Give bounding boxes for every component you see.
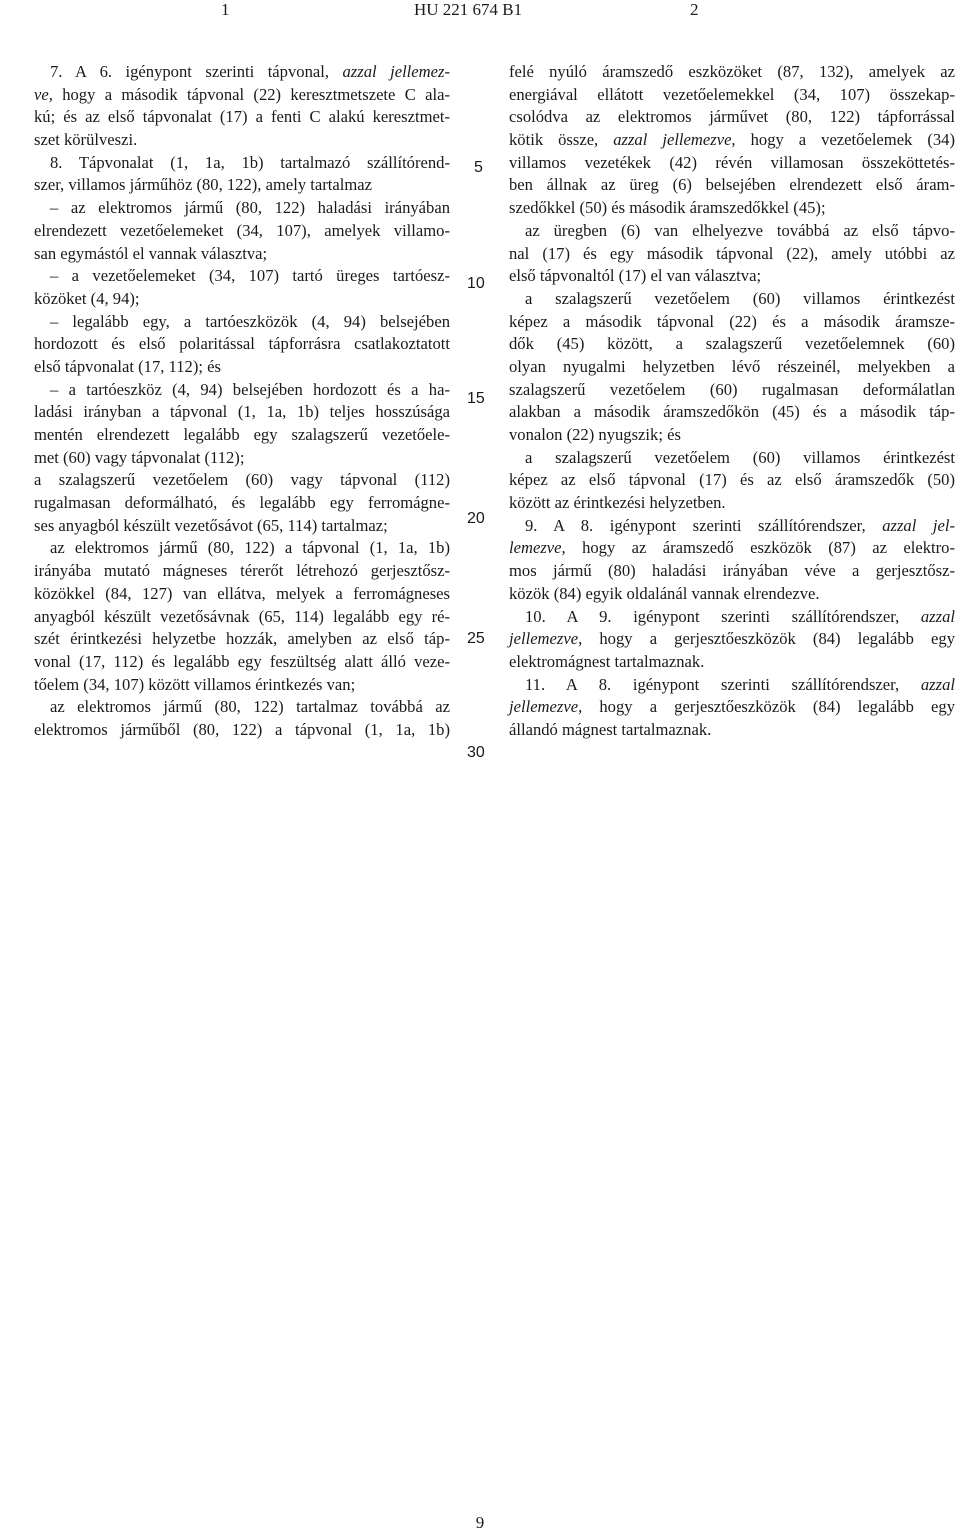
text-line: az üregben (6) van elhelyezve továbbá az első tápvo-	[525, 220, 955, 240]
text-line: anyagból készült vezetősávnak (65, 114) legalább egy ré-	[34, 606, 450, 626]
text-line: vonal (17, 112) és legalább egy feszültség alatt álló veze-	[34, 651, 450, 671]
line-number: 5	[474, 159, 483, 176]
text-line: első tápvonaltól (17) el van választva;	[509, 266, 762, 286]
text-line: jellemezve, hogy a gerjesztőeszközök (84) legalább egy	[509, 697, 955, 717]
text-line: az elektromos jármű (80, 122) a tápvonal (1, 1a, 1b)	[50, 538, 450, 558]
text-line: felé nyúló áramszedő eszközöket (87, 132), amelyek az	[509, 62, 955, 81]
text-line: szalagszerű vezetőelem (60) rugalmasan deformálatlan	[509, 379, 955, 399]
line-number: 10	[467, 275, 485, 292]
text-line: 11. A 8. igénypont szerinti szállítórendszer, azzal	[525, 674, 955, 694]
text-line: ses anyagból készült vezetősávot (65, 114) tartalmaz;	[34, 515, 388, 535]
line-number: 20	[467, 510, 485, 527]
line-number: 30	[467, 744, 485, 761]
line-number: 25	[467, 630, 485, 647]
text-line: között az érintkezési helyzetben.	[509, 493, 726, 513]
text-line: alakban a második áramszedőkön (45) és a második táp-	[509, 402, 955, 422]
page-number: 9	[475, 1513, 485, 1532]
text-line: 7. A 6. igénypont szerinti tápvonal, azzal jellemez-	[50, 62, 450, 81]
text-line: kötik össze, azzal jellemezve, hogy a vezetőelemek (34)	[509, 130, 956, 150]
text-line: villamos vezetékek (42) révén villamosan összeköttetés-	[509, 152, 955, 172]
text-line: dők (45) között, a szalagszerű vezetőelemnek (60)	[509, 334, 955, 354]
text-line: nal (17) és egy második tápvonal (22), amely utóbbi az	[509, 243, 955, 263]
text-line: első tápvonalat (17, 112); és	[34, 356, 221, 376]
text-line: közökkel (84, 127) van ellátva, melyek a ferromágneses	[34, 583, 450, 603]
text-line: szet körülveszi.	[34, 130, 138, 150]
text-line: san egymástól el vannak választva;	[34, 243, 268, 263]
text-line: állandó mágnest tartalmaznak.	[509, 719, 712, 739]
document-id: HU 221 674 B1	[414, 0, 523, 19]
text-line: képez a második tápvonal (22) és a második áramsze-	[509, 311, 955, 331]
text-line: az elektromos jármű (80, 122) tartalmaz továbbá az	[50, 697, 450, 717]
text-line: képez az első tápvonal (17) és az első áramszedők (50)	[509, 470, 955, 490]
text-line: közök (84) egyik oldalánál vannak elrendezve.	[509, 583, 820, 603]
text-line: 9. A 8. igénypont szerinti szállítórendszer, azzal jel-	[525, 515, 955, 535]
text-line: ben állnak az üreg (6) belsejében elrendezett első áram-	[509, 175, 955, 195]
text-line: irányába mutató mágneses térerőt létrehozó gerjesztősz-	[34, 561, 450, 581]
text-line: jellemezve, hogy a gerjesztőeszközök (84) legalább egy	[509, 629, 955, 649]
text-line: elrendezett vezetőelemeket (34, 107), amelyek villamo-	[34, 220, 450, 240]
text-line: a szalagszerű vezetőelem (60) vagy tápvonal (112)	[34, 470, 450, 490]
text-line: 8. Tápvonalat (1, 1a, 1b) tartalmazó szállítórend-	[50, 152, 450, 172]
text-line: met (60) vagy tápvonalat (112);	[34, 447, 245, 467]
text-line: hordozott és első polaritással tápforrásra csatlakoztatott	[34, 334, 450, 354]
text-line: csolódva az elektromos járművet (80, 122) tápforrással	[509, 107, 955, 127]
text-line: – az elektromos jármű (80, 122) haladási irányában	[50, 198, 450, 218]
text-line: a szalagszerű vezetőelem (60) villamos érintkezést	[525, 447, 955, 467]
text-line: elektromágnest tartalmaznak.	[509, 651, 705, 671]
text-line: – a tartóeszköz (4, 94) belsejében hordozott és a ha-	[50, 379, 450, 399]
header-right-number: 2	[690, 0, 699, 19]
text-line: olyan nyugalmi helyzetben lévő részeinél, melyekben a	[509, 356, 955, 376]
text-line: elektromos járműből (80, 122) a tápvonal (1, 1a, 1b)	[34, 719, 450, 739]
text-line: – legalább egy, a tartóeszközök (4, 94) belsejében	[50, 311, 450, 331]
text-line: 10. A 9. igénypont szerinti szállítórendszer, azzal	[525, 606, 955, 626]
text-line: mentén elrendezett legalább egy szalagszerű vezetőele-	[34, 425, 450, 444]
text-line: közöket (4, 94);	[34, 288, 140, 308]
right-column	[509, 61, 955, 742]
text-line: vonalon (22) nyugszik; és	[509, 425, 681, 444]
text-line: szét érintkezési helyzetbe hozzák, amelyben az első táp-	[34, 629, 450, 649]
text-line: energiával ellátott vezetőelemekkel (34, 107) összekap-	[509, 84, 955, 104]
text-line: a szalagszerű vezetőelem (60) villamos érintkezést	[525, 288, 955, 308]
text-line: tőelem (34, 107) között villamos érintkezés van;	[34, 674, 356, 694]
text-line: szer, villamos járműhöz (80, 122), amely tartalmaz	[34, 175, 373, 195]
header-left-number: 1	[221, 0, 230, 19]
text-line: rugalmasan deformálható, és legalább egy ferromágne-	[34, 493, 450, 513]
text-line: ve, hogy a második tápvonal (22) keresztmetszete C ala-	[34, 84, 450, 104]
left-column	[34, 61, 450, 742]
text-line: kú; és az első tápvonalat (17) a fenti C alakú keresztmet-	[34, 107, 450, 127]
text-line: ladási irányban a tápvonal (1, 1a, 1b) teljes hosszúsága	[34, 402, 450, 422]
text-line: lemezve, hogy az áramszedő eszközök (87) az elektro-	[509, 538, 955, 558]
line-number: 15	[467, 390, 485, 407]
text-line: szedőkkel (50) és második áramszedőkkel (45);	[509, 198, 826, 218]
text-line: – a vezetőelemeket (34, 107) tartó üreges tartóesz-	[50, 266, 450, 286]
text-line: mos jármű (80) haladási irányában véve a gerjesztősz-	[509, 561, 955, 581]
